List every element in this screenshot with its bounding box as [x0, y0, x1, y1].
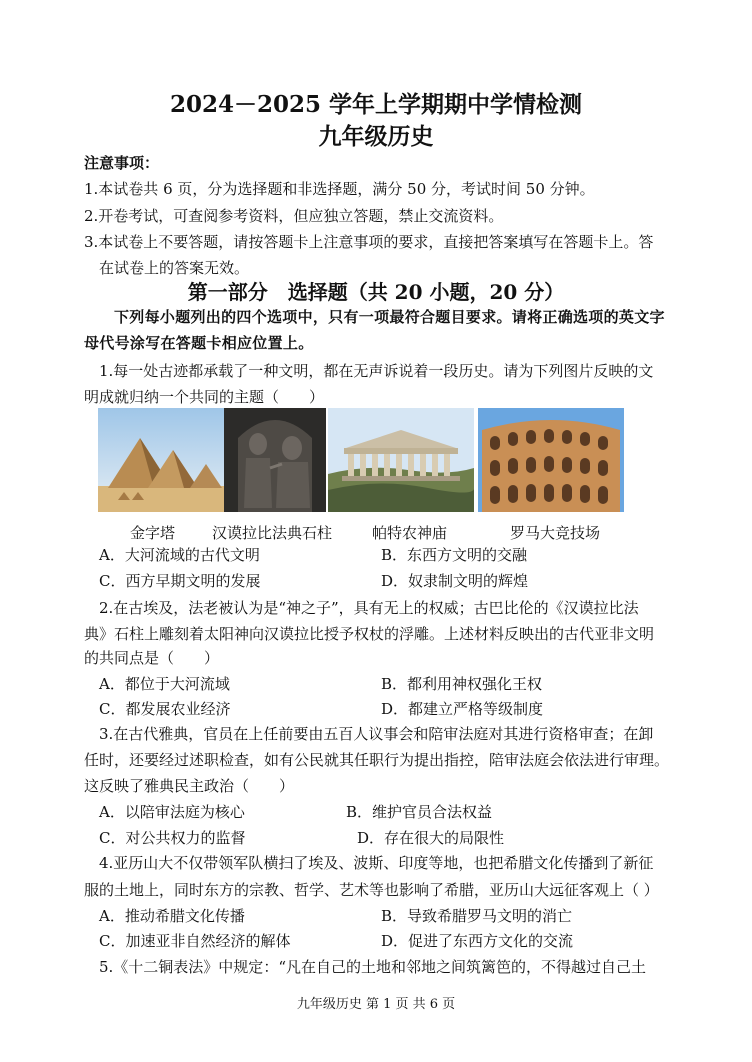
section-instruction-2: 母代号涂写在答题卡相应位置上。 [84, 334, 314, 352]
colosseum-image [478, 408, 624, 512]
caption-colosseum: 罗马大竞技场 [510, 524, 601, 542]
q1-stem-2: 明成就归纳一个共同的主题（ ） [84, 388, 325, 406]
q3-stem-2: 任时，还要经过述职检查，如有公民就其任职行为提出指控，陪审法庭会依法进行审理。 [84, 751, 670, 769]
caption-hammurabi: 汉谟拉比法典石柱 [212, 524, 333, 542]
q5-stem-1: 5.《十二铜表法》中规定：“凡在自己的土地和邻地之间筑篱笆的，不得越过自己土 [99, 958, 646, 976]
notice-item-3: 3.本试卷上不要答题，请按答题卡上注意事项的要求，直接把答案填写在答题卡上。答 [84, 233, 654, 251]
hammurabi-stele-image [224, 408, 326, 512]
q1-option-c: C．西方早期文明的发展 [99, 572, 261, 590]
q1-option-d: D．奴隶制文明的辉煌 [381, 572, 529, 590]
pyramids-image [98, 408, 224, 512]
q2-stem-1: 2.在古埃及，法老被认为是“神之子”，具有无上的权威；古巴比伦的《汉谟拉比法 [99, 599, 639, 617]
q3-stem-1: 3.在古代雅典，官员在上任前要由五百人议事会和陪审法庭对其进行资格审查；在卸 [99, 725, 654, 743]
section-instruction-1: 下列每小题列出的四个选项中，只有一项最符合题目要求。请将正确选项的英文字 [114, 308, 665, 326]
notice-heading: 注意事项： [84, 154, 160, 172]
q3-stem-3: 这反映了雅典民主政治（ ） [84, 777, 295, 795]
q2-stem-2: 典》石柱上雕刻着太阳神向汉谟拉比授予权杖的浮雕。上述材料反映出的古代亚非文明 [84, 625, 655, 643]
caption-parthenon: 帕特农神庙 [372, 524, 448, 542]
section-title: 第一部分 选择题（共 20 小题，20 分） [187, 280, 565, 304]
q3-option-d: D．存在很大的局限性 [357, 829, 505, 847]
q2-option-d: D．都建立严格等级制度 [381, 700, 544, 718]
q4-stem-2: 服的土地上，同时东方的宗教、哲学、艺术等也影响了希腊，亚历山大远征客观上（ ） [84, 881, 659, 899]
q1-stem-1: 1.每一处古迹都承载了一种文明，都在无声诉说着一段历史。请为下列图片反映的文 [99, 362, 654, 380]
parthenon-image [328, 408, 474, 512]
q3-option-a: A．以陪审法庭为核心 [99, 803, 245, 821]
q4-option-a: A．推动希腊文化传播 [99, 907, 245, 925]
q2-stem-3: 的共同点是（ ） [84, 649, 220, 667]
q3-option-b: B．维护官员合法权益 [346, 803, 493, 821]
exam-title: 2024－2025 学年上学期期中学情检测 [169, 91, 583, 118]
q1-option-b: B．东西方文明的交融 [381, 546, 528, 564]
caption-pyramids: 金字塔 [130, 524, 176, 542]
q2-option-b: B．都利用神权强化王权 [381, 675, 543, 693]
q4-option-b: B．导致希腊罗马文明的消亡 [381, 907, 573, 925]
q4-option-c: C．加速亚非自然经济的解体 [99, 932, 291, 950]
page-footer: 九年级历史 第 1 页 共 6 页 [296, 997, 456, 1012]
notice-item-3-cont: 在试卷上的答案无效。 [99, 259, 250, 277]
q4-option-d: D．促进了东西方文化的交流 [381, 932, 574, 950]
q2-option-a: A．都位于大河流域 [99, 675, 230, 693]
q4-stem-1: 4.亚历山大不仅带领军队横扫了埃及、波斯、印度等地，也把希腊文化传播到了新征 [99, 854, 654, 872]
notice-item-2: 2.开卷考试，可查阅参考资料，但应独立答题，禁止交流资料。 [84, 207, 504, 225]
q1-option-a: A．大河流域的古代文明 [99, 546, 260, 564]
q3-option-c: C．对公共权力的监督 [99, 829, 246, 847]
notice-item-1: 1.本试卷共 6 页，分为选择题和非选择题，满分 50 分，考试时间 50 分钟。 [84, 180, 595, 198]
q2-option-c: C．都发展农业经济 [99, 700, 231, 718]
exam-subtitle: 九年级历史 [318, 123, 434, 150]
